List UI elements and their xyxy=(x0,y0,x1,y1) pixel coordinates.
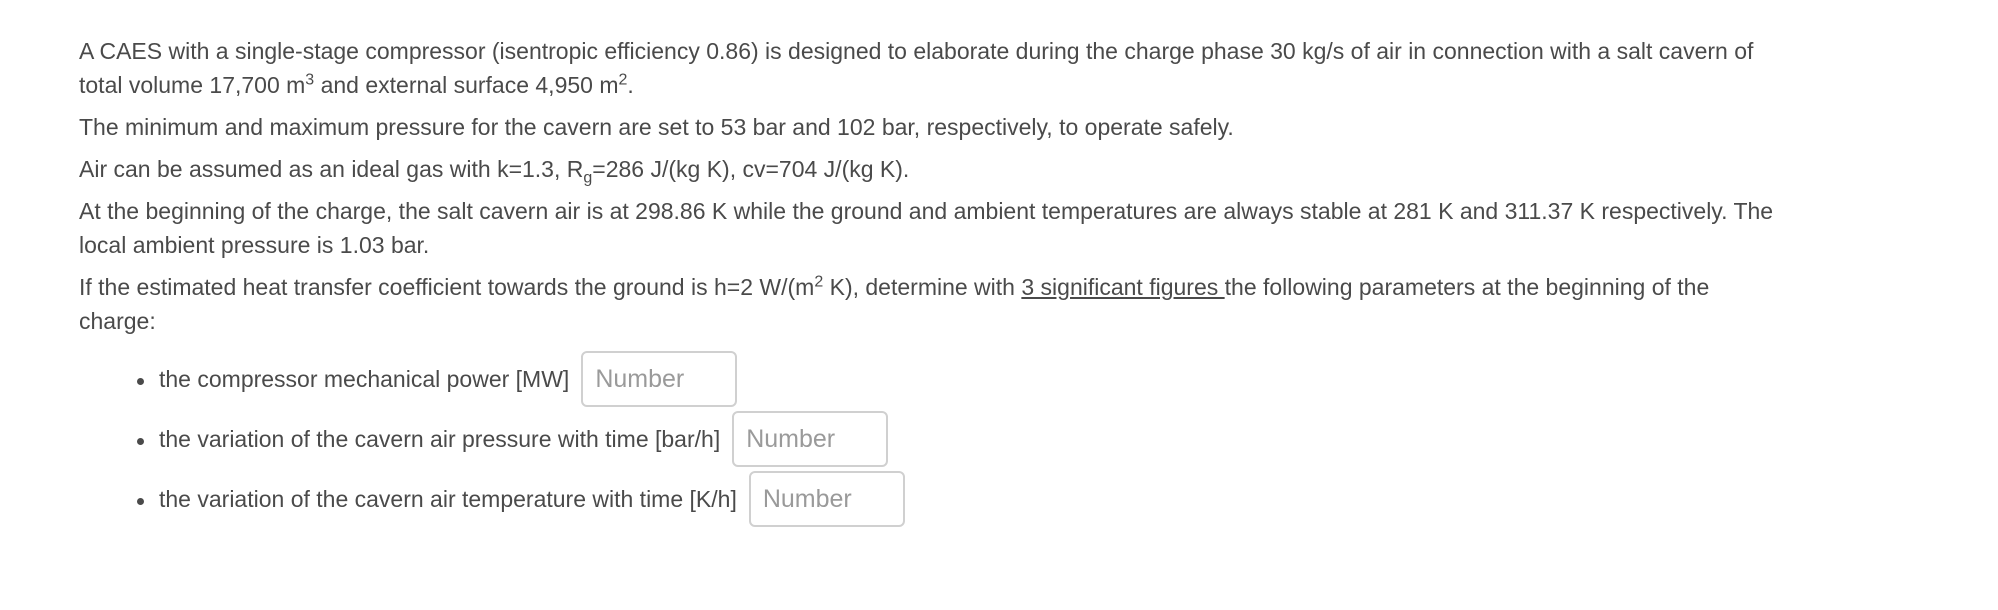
pressure-rate-input[interactable] xyxy=(732,411,888,467)
text: Air can be assumed as an ideal gas with k=1.3, R xyxy=(79,156,584,182)
paragraph-task xyxy=(79,270,1779,338)
superscript: 2 xyxy=(618,71,628,89)
bullet-icon xyxy=(137,498,144,505)
text: A CAES with a single-stage compressor (isentropic efficiency 0.86) is designed to elaborate during the charge phase 30 kg/s of air in connection with a salt cavern of total volume 17,700 m xyxy=(79,38,1754,98)
compressor-power-input[interactable] xyxy=(581,351,737,407)
text: the following parameters at the beginning of the charge: xyxy=(79,274,1710,334)
text: K), determine with xyxy=(823,274,1022,300)
paragraph-temperatures: At the beginning of the charge, the salt cavern air is at 298.86 K while the ground and ambient temperatures are always stable at 281 K and 311.37 K respectively. The local ambient pressure is 1.03 bar. xyxy=(79,198,1774,258)
question-compressor-power xyxy=(159,350,1779,408)
question-pressure-rate xyxy=(159,410,1779,468)
text: If the estimated heat transfer coefficient towards the ground is h=2 W/(m xyxy=(79,274,815,300)
temperature-rate-input[interactable] xyxy=(749,471,905,527)
question-label: the compressor mechanical power [MW] xyxy=(159,365,570,392)
paragraph-caes-description xyxy=(79,34,1779,102)
bullet-icon xyxy=(137,378,144,385)
text: and external surface 4,950 m xyxy=(314,72,619,98)
significant-figures-emphasis: 3 significant figures xyxy=(1021,274,1225,300)
question-label: the variation of the cavern air pressure with time [bar/h] xyxy=(159,425,721,452)
paragraph-pressure-limits: The minimum and maximum pressure for the cavern are set to 53 bar and 102 bar, respectively, to operate safely. xyxy=(79,114,1234,140)
superscript: 2 xyxy=(814,273,824,291)
bullet-icon xyxy=(137,438,144,445)
paragraph-gas-properties xyxy=(79,152,1779,186)
superscript: 3 xyxy=(305,71,315,89)
text: =286 J/(kg K), cv=704 J/(kg K). xyxy=(592,156,910,182)
question-temperature-rate xyxy=(159,470,1779,528)
text: . xyxy=(627,72,634,98)
question-list xyxy=(79,350,1779,528)
subscript: g xyxy=(583,169,593,187)
problem-statement xyxy=(79,34,1779,530)
question-label: the variation of the cavern air temperature with time [K/h] xyxy=(159,485,737,512)
